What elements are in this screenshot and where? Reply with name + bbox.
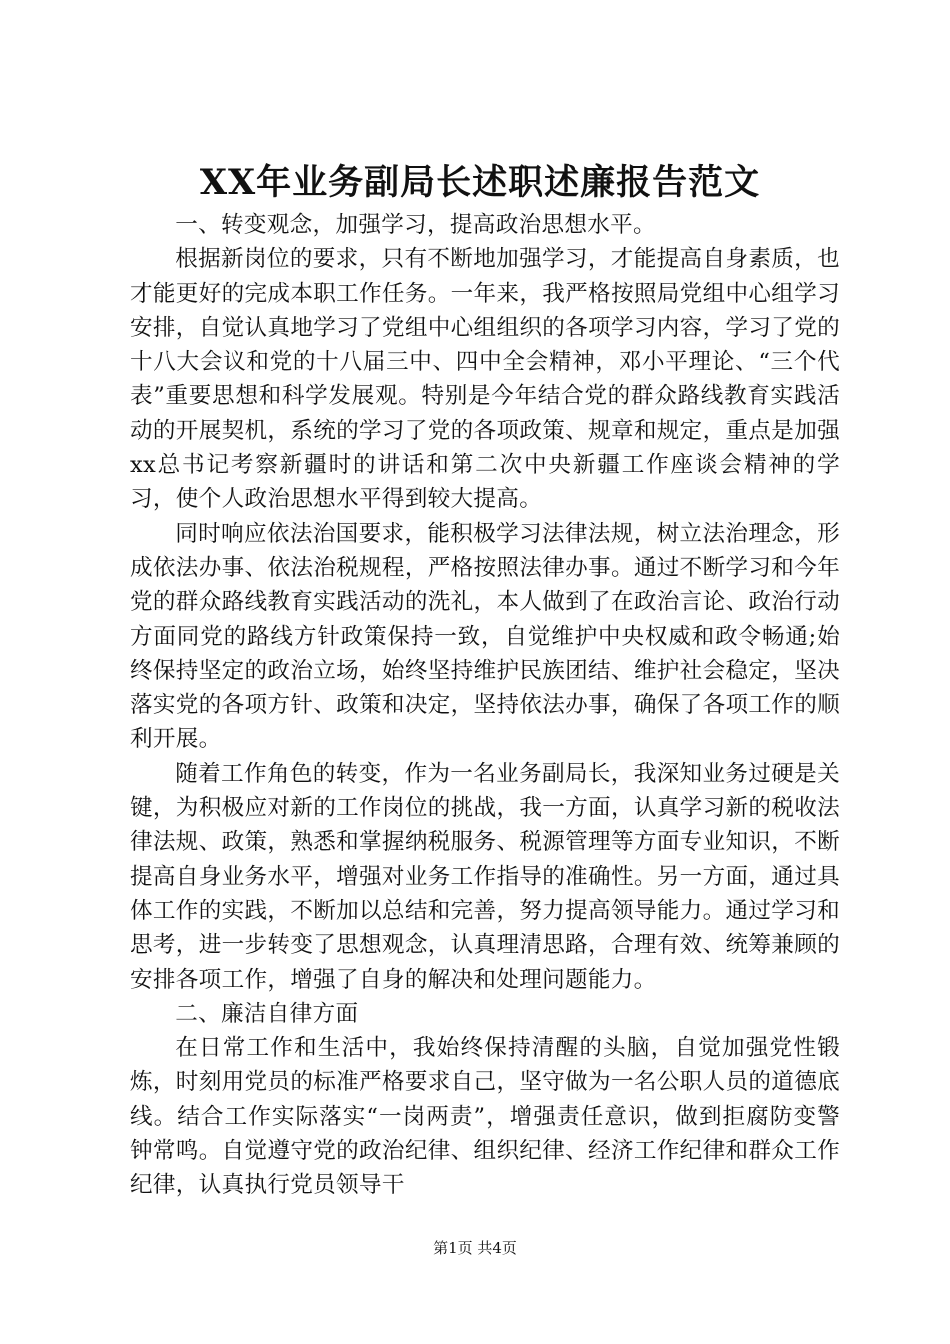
document-title: XX年业务副局长述职述廉报告范文 <box>199 162 761 203</box>
paragraph: 根据新岗位的要求，只有不断地加强学习，才能提高自身素质，也才能更好的完成本职工作任务。一年来，我严格按照局党组中心组学习安排，自觉认真地学习了党组中心组组织的各项学习内容，学习了党的十八大会议和党的十八届三中、四中全会精神，邓小平理论、“三个代表”重要思想和科学发展观。特别是今年结合党的群众路线教育实践活动的开展契机，系统的学习了党的各项政策、规章和规定，重点是加强xx总书记考察新疆时的讲话和第二次中央新疆工作座谈会精神的学习，使个人政治思想水平得到较大提高。 <box>130 246 840 513</box>
paragraph: 同时响应依法治国要求，能积极学习法律法规，树立法治理念，形成依法办事、依法治税规程，严格按照法律办事。通过不断学习和今年党的群众路线教育实践活动的洗礼，本人做到了在政治言论、政治行动方面同党的路线方针政策保持一致，自觉维护中央权威和政令畅通;始终保持坚定的政治立场，始终坚持维护民族团结、维护社会稳定，坚决落实党的各项方针、政策和决定，坚持依法办事，确保了各项工作的顺利开展。 <box>130 520 840 753</box>
page-footer: 第1页 共4页 <box>433 1239 517 1257</box>
paragraph: 在日常工作和生活中，我始终保持清醒的头脑，自觉加强党性锻炼，时刻用党员的标准严格要求自己，坚守做为一名公职人员的道德底线。结合工作实际落实“一岗两责”，增强责任意识，做到拒腐防变警钟常鸣。自觉遵守党的政治纪律、组织纪律、经济工作纪律和群众工作纪律，认真执行党员领导干 <box>130 1035 840 1199</box>
paragraph-heading-1: 一、转变观念，加强学习，提高政治思想水平。 <box>175 212 656 238</box>
document-body <box>130 208 840 1203</box>
paragraph: 随着工作角色的转变，作为一名业务副局长，我深知业务过硬是关键，为积极应对新的工作岗位的挑战，我一方面，认真学习新的税收法律法规、政策，熟悉和掌握纳税服务、税源管理等方面专业知识，不断提高自身业务水平，增强对业务工作指导的准确性。另一方面，通过具体工作的实践，不断加以总结和完善，努力提高领导能力。通过学习和思考，进一步转变了思想观念，认真理清思路，合理有效、统筹兼顾的安排各项工作，增强了自身的解决和处理问题能力。 <box>130 760 840 993</box>
paragraph-heading-2: 二、廉洁自律方面 <box>175 1000 359 1027</box>
